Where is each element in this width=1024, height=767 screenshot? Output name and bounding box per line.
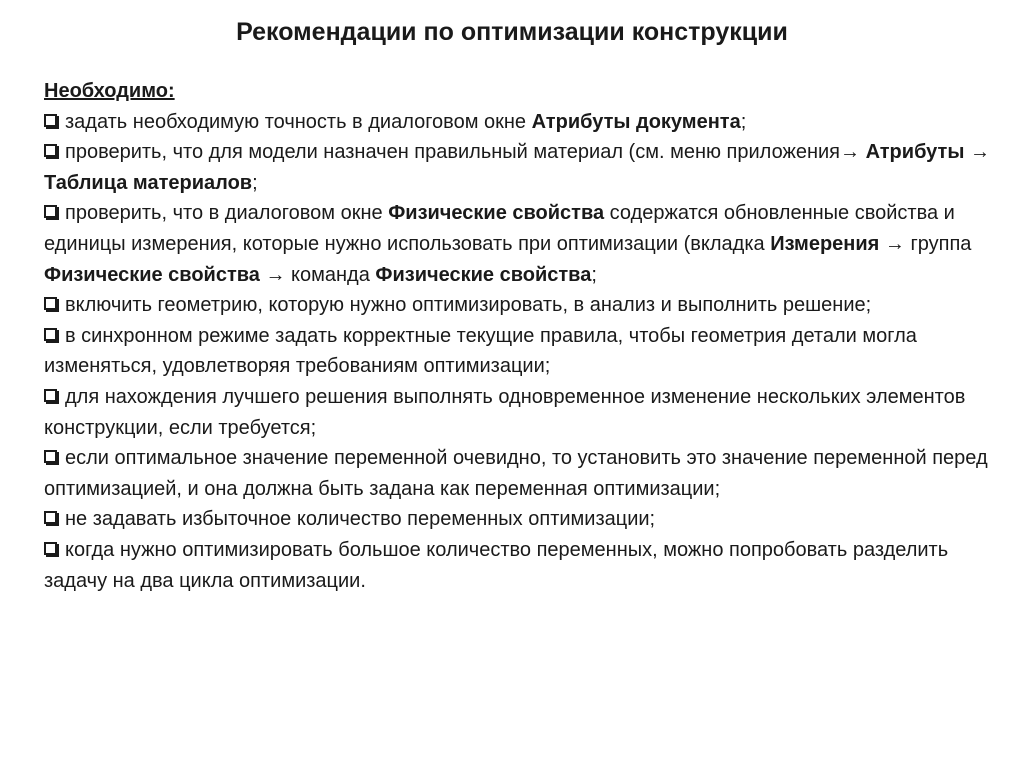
checkbox-bullet-icon [44, 450, 57, 463]
checkbox-bullet-icon [44, 542, 57, 555]
checkbox-bullet-icon [44, 205, 57, 218]
list-item: включить геометрию, которую нужно оптимизировать, в анализ и выполнить решение; [44, 290, 994, 321]
checkbox-bullet-icon [44, 297, 57, 310]
list-item: если оптимальное значение переменной очевидно, то установить это значение переменной перед оптимизацией, и она должна быть задана как переменная оптимизации; [44, 447, 988, 500]
list-item: проверить, что в диалоговом окне Физические свойства содержатся обновленные свойства и единицы измерения, которые нужно использовать при оптимизации (вкладка Измерения → группа Физические свойства → команда Физические свойства; [44, 202, 972, 286]
list-item: для нахождения лучшего решения выполнять одновременное изменение нескольких элементов конструкции, если требуется; [44, 385, 966, 439]
checkbox-bullet-icon [44, 389, 57, 402]
section-heading: Необходимо: [44, 80, 175, 102]
page-title: Рекомендации по оптимизации конструкции [236, 18, 788, 46]
list-item: не задавать избыточное количество переменных оптимизации; [44, 504, 994, 535]
checkbox-bullet-icon [44, 144, 57, 157]
recommendations-list [44, 76, 994, 596]
checkbox-bullet-icon [44, 114, 57, 127]
list-item: проверить, что для модели назначен правильный материал (см. меню приложения→ Атрибуты → Таблица материалов; [44, 141, 990, 194]
list-item: когда нужно оптимизировать большое количество переменных, можно попробовать разделить задачу на два цикла оптимизации. [44, 538, 949, 592]
list-item: в синхронном режиме задать корректные текущие правила, чтобы геометрия детали могла изменяться, удовлетворяя требованиям оптимизации; [44, 324, 917, 378]
checkbox-bullet-icon [44, 511, 57, 524]
checkbox-bullet-icon [44, 328, 57, 341]
list-item: задать необходимую точность в диалоговом окне Атрибуты документа; [44, 107, 994, 138]
